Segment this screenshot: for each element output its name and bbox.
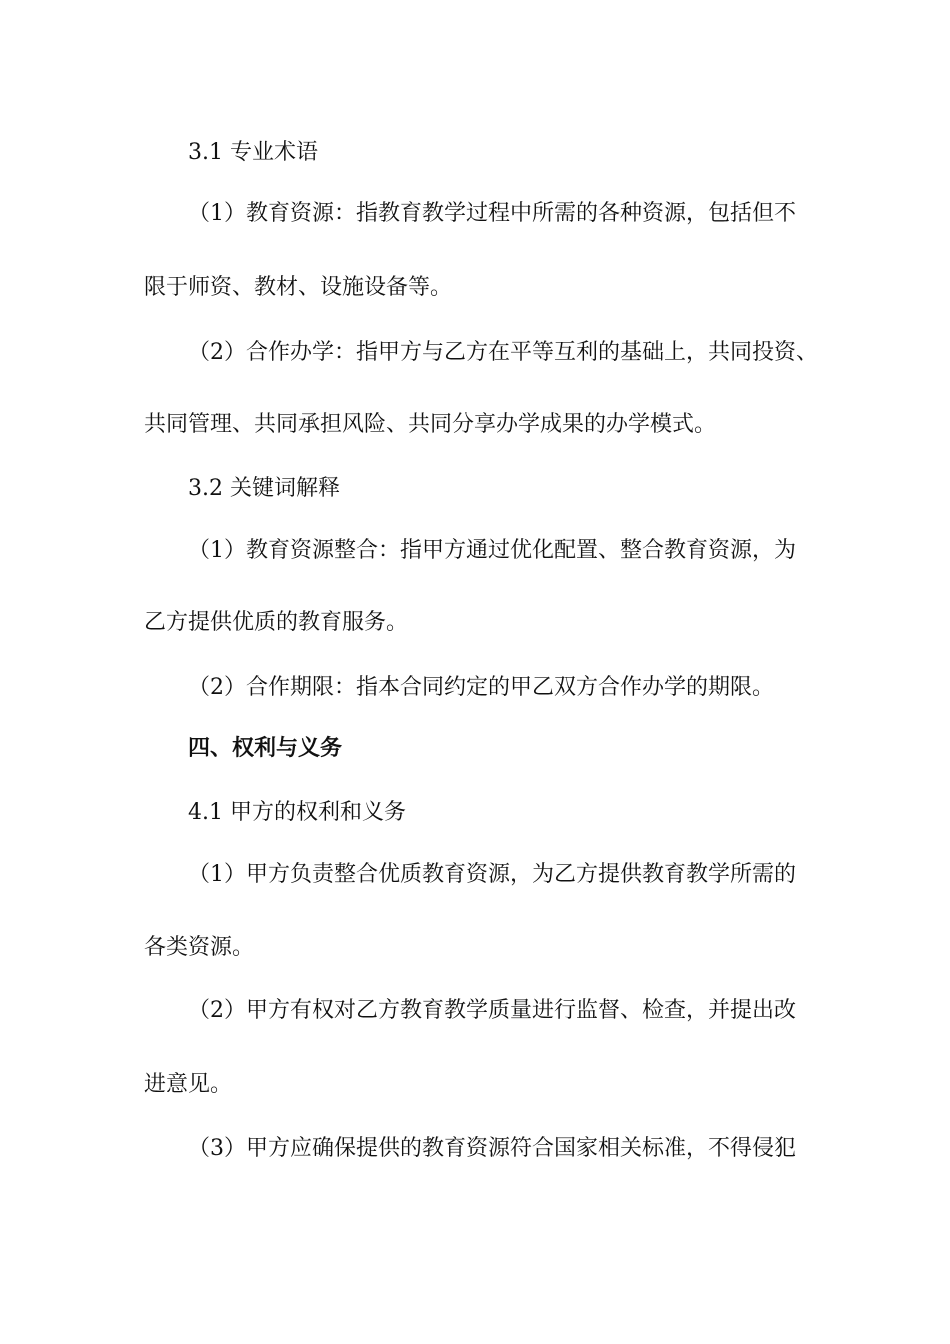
paragraph-line: （1）甲方负责整合优质教育资源，为乙方提供教育教学所需的 <box>188 862 796 887</box>
paragraph-line: 进意见。 <box>144 1072 233 1097</box>
paragraph-line: 共同管理、共同承担风险、共同分享办学成果的办学模式。 <box>144 412 717 437</box>
paragraph-line: （1）教育资源整合：指甲方通过优化配置、整合教育资源，为 <box>188 538 796 563</box>
section-heading-4: 四、权利与义务 <box>188 736 343 761</box>
paragraph-line: 各类资源。 <box>144 935 255 960</box>
subsection-title-3-1: 3.1 专业术语 <box>188 140 318 165</box>
subsection-title-3-2: 3.2 关键词解释 <box>188 476 340 501</box>
subsection-title-4-1: 4.1 甲方的权利和义务 <box>188 800 406 825</box>
paragraph-line: （2）合作办学：指甲方与乙方在平等互利的基础上，共同投资、 <box>188 340 818 365</box>
paragraph-line: （1）教育资源：指教育教学过程中所需的各种资源，包括但不 <box>188 201 796 226</box>
paragraph-line: 限于师资、教材、设施设备等。 <box>144 275 453 300</box>
paragraph-line: （2）甲方有权对乙方教育教学质量进行监督、检查，并提出改 <box>188 998 796 1023</box>
paragraph-line: （2）合作期限：指本合同约定的甲乙双方合作办学的期限。 <box>188 675 774 700</box>
paragraph-line: 乙方提供优质的教育服务。 <box>144 610 409 635</box>
paragraph-line: （3）甲方应确保提供的教育资源符合国家相关标准，不得侵犯 <box>188 1136 796 1161</box>
